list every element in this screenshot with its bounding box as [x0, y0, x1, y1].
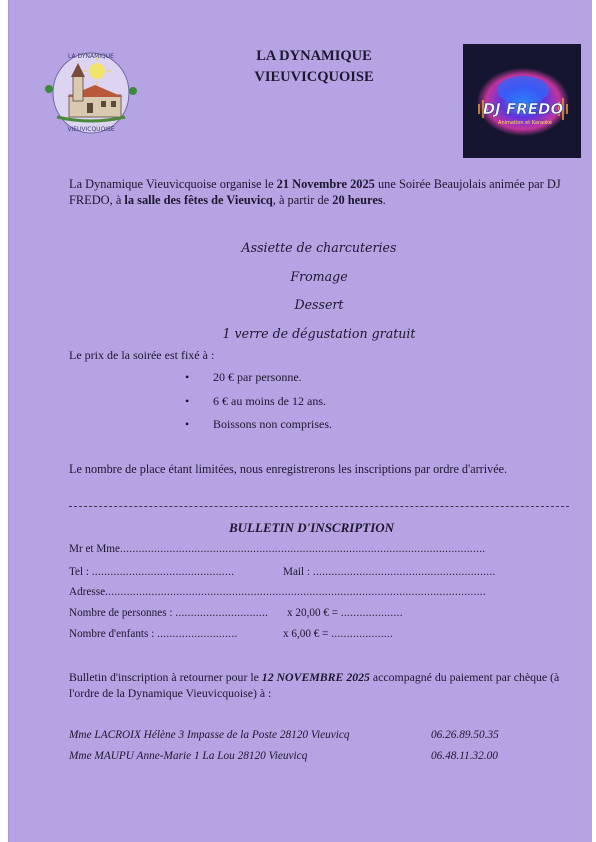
- association-logo: [39, 45, 139, 140]
- dj-logo: [463, 44, 581, 158]
- intro-text: , à partir de: [272, 193, 333, 207]
- price-item-text: • 6 € au moins de 12 ans.: [213, 393, 326, 408]
- places-note: Le nombre de place étant limitées, nous enregistrerons les inscriptions par ordre d'arrivée.: [69, 462, 508, 476]
- bulletin-title: BULLETIN D'INSCRIPTION: [229, 520, 395, 535]
- contact-name: Mme MAUPU Anne-Marie 1 La Lou 28120 Vieuvicq: [69, 750, 308, 762]
- name-label: Mr et Mme: [69, 543, 120, 555]
- event-venue: la salle des fêtes de Vieuvicq: [124, 193, 273, 207]
- event-date: 21 Novembre 2025: [276, 177, 375, 191]
- price-item: [185, 417, 332, 441]
- intro-text: , à: [109, 193, 125, 207]
- mail-field[interactable]: ...........................................................: [312, 566, 496, 578]
- tel-field-row: [69, 566, 234, 578]
- page-title: [209, 46, 419, 88]
- persons-total-field[interactable]: ....................: [340, 607, 403, 619]
- children-total-field[interactable]: ....................: [331, 628, 394, 640]
- return-text: accompagné du paiement par chèque (à l'ordre de la Dynamique Vieuvicquoise) à :: [69, 670, 560, 700]
- event-intro: [69, 176, 569, 208]
- menu-item: Fromage: [290, 268, 348, 284]
- children-count-field[interactable]: ..........................: [157, 628, 238, 640]
- title-line-2: VIEUVICQUOISE: [254, 69, 374, 85]
- children-label: Nombre d'enfants :: [69, 628, 155, 640]
- dj-logo-text: DJ FREDO: [482, 100, 564, 118]
- intro-text: une Soirée Beaujolais animée par: [374, 177, 547, 191]
- contact-name: Mme LACROIX Hélène 3 Impasse de la Poste 28120 Vieuvicq: [69, 729, 350, 741]
- return-instructions: [69, 669, 569, 701]
- mail-label: Mail :: [283, 566, 311, 578]
- dj-logo-subtext: Animation et Karaoké: [498, 120, 552, 126]
- name-field-row: [69, 543, 485, 555]
- address-field[interactable]: ...........................................................................................................................: [105, 586, 486, 598]
- contact-phone: 06.26.89.50.35: [431, 729, 499, 741]
- address-label: Adresse: [69, 586, 106, 598]
- flyer-sheet: [8, 0, 592, 842]
- menu-item: Dessert: [294, 297, 344, 312]
- intro-text: La Dynamique Vieuvicquoise organise le: [69, 177, 277, 191]
- address-field-row: [69, 586, 486, 598]
- dj-name: DJ FREDO: [69, 177, 561, 207]
- children-price: x 6,00 € =: [283, 628, 329, 640]
- price-item: [185, 394, 332, 418]
- persons-count-field[interactable]: ..............................: [175, 607, 269, 619]
- event-time: 20 heures: [332, 193, 383, 207]
- title-line-1: LA DYNAMIQUE: [256, 48, 372, 64]
- price-item: [185, 370, 332, 394]
- menu-item: 1 verre de dégustation gratuit: [222, 325, 416, 341]
- children-total-row: [283, 628, 393, 640]
- persons-label: Nombre de personnes :: [69, 607, 173, 619]
- tel-field[interactable]: ..............................................: [91, 566, 235, 578]
- cut-line: [69, 506, 569, 507]
- name-field[interactable]: ......................................................................................................................: [119, 543, 486, 555]
- contact-phone: 06.48.11.32.00: [431, 750, 498, 762]
- price-item-text: • 20 € par personne.: [213, 370, 302, 384]
- logo-text-top: LA DYNAMIQUE: [68, 53, 114, 60]
- price-item-text: • Boissons non comprises.: [213, 417, 333, 431]
- contact-row: [69, 729, 499, 741]
- tel-label: Tel :: [69, 566, 90, 578]
- persons-field-row: [69, 607, 268, 619]
- menu-list: [119, 234, 519, 348]
- price-intro: Le prix de la soirée est fixé à :: [69, 348, 215, 362]
- return-text: Bulletin d'inscription à retourner pour le: [69, 670, 262, 684]
- menu-item: Assiette de charcuteries: [241, 240, 397, 255]
- mail-field-row: [283, 566, 496, 578]
- persons-total-row: [287, 607, 403, 619]
- contact-row: [69, 750, 498, 762]
- return-deadline: 12 NOVEMBRE 2025: [261, 670, 370, 684]
- children-field-row: [69, 628, 238, 640]
- logo-text-bottom: VIEUVICQUOISE: [67, 126, 115, 133]
- price-list: [185, 370, 332, 441]
- persons-price: x 20,00 € =: [287, 607, 339, 619]
- intro-text: .: [382, 193, 386, 207]
